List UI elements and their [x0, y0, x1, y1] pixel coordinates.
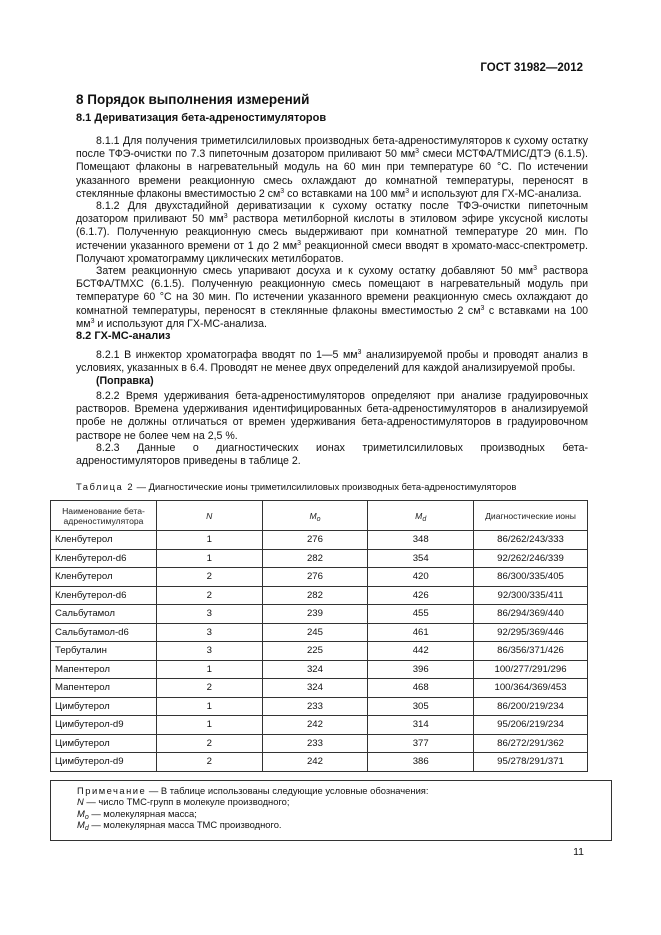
header-md: $M_d$	[368, 501, 474, 531]
header-ions: Диагностические ионы	[474, 501, 588, 531]
cell-n: 1	[156, 716, 262, 735]
table-row	[51, 623, 588, 642]
table-note	[50, 780, 612, 841]
table-row	[51, 586, 588, 605]
cell-name: Цимбутерол-d9	[51, 753, 157, 772]
note-n: N — число ТМС-групп в молекуле производного;	[77, 796, 290, 808]
note-md: $M_d$ — молекулярная масса ТМС производного.	[77, 818, 282, 832]
cell-mo: 225	[262, 642, 368, 661]
cell-name: Сальбутамол-d6	[51, 623, 157, 642]
table-row	[51, 605, 588, 624]
cell-mo: 233	[262, 734, 368, 753]
table-row	[51, 697, 588, 716]
paragraph-8-1-2: 8.1.2 Для двухстадийной дериватизации к сухому остатку после ТФЭ-очистки пипеточным дозатором приливают 50 $мм^3$ раствора метилборной кислоты в этиловом эфире уксусной кислоты (6.1.7). Полученную реакционную смесь выдерживают при комнатной температуре 20 мин. По истечении указанного времени от 1 до 2 $мм^3$ реакционной смеси вводят в хромато-масс-спектрометр. Получают хроматограмму циклических метилборатов.	[76, 200, 589, 265]
cell-mo: 242	[262, 716, 368, 735]
cell-n: 2	[156, 679, 262, 698]
table-header-row	[51, 501, 588, 531]
cell-name: Цимбутерол	[51, 697, 157, 716]
cell-md: 455	[368, 605, 474, 624]
cell-ions: 92/295/369/446	[474, 623, 588, 642]
cell-md: 396	[368, 660, 474, 679]
cell-ions: 95/278/291/371	[474, 753, 588, 772]
table-row	[51, 642, 588, 661]
table-row	[51, 753, 588, 772]
table-caption: Таблица 2 — Диагностические ионы триметилсилиловых производных бета-адреностимуляторов	[76, 481, 517, 492]
cell-mo: 282	[262, 586, 368, 605]
page-number: 11	[573, 846, 584, 858]
cell-ions: 86/272/291/362	[474, 734, 588, 753]
cell-n: 1	[156, 549, 262, 568]
cell-ions: 95/206/219/234	[474, 716, 588, 735]
cell-n: 2	[156, 753, 262, 772]
diagnostic-ions-table	[50, 500, 588, 772]
cell-n: 3	[156, 642, 262, 661]
cell-md: 461	[368, 623, 474, 642]
cell-md: 314	[368, 716, 474, 735]
cell-md: 377	[368, 734, 474, 753]
header-n: N	[156, 501, 262, 531]
cell-mo: 245	[262, 623, 368, 642]
cell-ions: 92/262/246/339	[474, 549, 588, 568]
cell-n: 2	[156, 734, 262, 753]
cell-n: 1	[156, 660, 262, 679]
cell-n: 2	[156, 586, 262, 605]
cell-mo: 242	[262, 753, 368, 772]
cell-name: Кленбутерол	[51, 568, 157, 587]
cell-ions: 92/300/335/411	[474, 586, 588, 605]
note-mo: $M_o$ — молекулярная масса;	[77, 807, 197, 821]
cell-name: Цимбутерол-d9	[51, 716, 157, 735]
cell-md: 305	[368, 697, 474, 716]
cell-md: 386	[368, 753, 474, 772]
cell-mo: 233	[262, 697, 368, 716]
cell-name: Кленбутерол-d6	[51, 586, 157, 605]
cell-ions: 100/364/369/453	[474, 679, 588, 698]
amendment-note: (Поправка)	[96, 375, 154, 387]
cell-md: 354	[368, 549, 474, 568]
cell-n: 1	[156, 697, 262, 716]
cell-md: 442	[368, 642, 474, 661]
cell-md: 420	[368, 568, 474, 587]
cell-md: 426	[368, 586, 474, 605]
table-row	[51, 716, 588, 735]
cell-name: Кленбутерол-d6	[51, 549, 157, 568]
subsection-title-8-2: 8.2 ГХ-МС-анализ	[76, 330, 171, 342]
table-row	[51, 734, 588, 753]
cell-n: 3	[156, 623, 262, 642]
cell-name: Цимбутерол	[51, 734, 157, 753]
paragraph-8-1-1: 8.1.1 Для получения триметилсилиловых производных бета-адреностимуляторов к сухому остатку после ТФЭ-очистки по 7.3 пипеточным дозатором приливают 50 $мм^3$ смеси МСТФА/ТМИС/ДТЭ (6.1.5). Помещают флаконы в нагревательный модуль на 60 мин при температуре 60 °С. По истечении указанного времени реакционную смесь охлаждают до комнатной температуры, переносят в стеклянные флаконы вместимостью 2 $см^3$ со вставками на 100 $мм^3$ и используют для ГХ-МС-анализа.	[76, 135, 588, 200]
paragraph-8-2-1: 8.2.1 В инжектор хроматографа вводят по 1—5 $мм^3$ анализируемой пробы и проводят анализ в условиях, указанных в 6.4. Проводят не менее двух определений для каждой анализируемой пробы.	[76, 349, 588, 375]
cell-name: Кленбутерол	[51, 531, 157, 550]
table-body	[51, 531, 588, 772]
subsection-title-8-1: 8.1 Дериватизация бета-адреностимуляторов	[76, 112, 327, 124]
header-name: Наименование бета-адреностимулятора	[51, 501, 157, 531]
cell-n: 3	[156, 605, 262, 624]
table-row	[51, 549, 588, 568]
paragraph-8-2-3: 8.2.3 Данные о диагностических ионах триметилсилиловых производных бета-адреностимуляторов приведены в таблице 2.	[76, 442, 588, 468]
cell-name: Мапентерол	[51, 660, 157, 679]
cell-md: 348	[368, 531, 474, 550]
standard-number: ГОСТ 31982—2012	[480, 62, 583, 74]
paragraph-8-2-2: 8.2.2 Время удерживания бета-адреностимуляторов определяют при анализе градуировочных растворов. Времена удерживания идентифицированных бета-адреностимуляторов в анализируемой пробе не должны отличаться от времен удерживания бета-адреностимуляторов в градуировочном растворе не более чем на 2,5 %.	[76, 390, 588, 442]
cell-mo: 239	[262, 605, 368, 624]
table-row	[51, 679, 588, 698]
cell-ions: 86/300/335/405	[474, 568, 588, 587]
cell-mo: 276	[262, 568, 368, 587]
table-row	[51, 568, 588, 587]
cell-ions: 86/262/243/333	[474, 531, 588, 550]
cell-ions: 86/356/371/426	[474, 642, 588, 661]
table-row	[51, 660, 588, 679]
cell-name: Тербуталин	[51, 642, 157, 661]
paragraph-8-1-2-continued: Затем реакционную смесь упаривают досуха и к сухому остатку добавляют 50 $мм^3$ раствора БСТФА/ТМХС (6.1.5). Полученную реакционную смесь помещают в нагревательный модуль при температуре 60 °С на 30 мин. По истечении указанного времени реакционную смесь охлаждают до комнатной температуры, переносят в стеклянные флаконы вместимостью 2 $см^3$ с вставками на 100 $мм^3$ и используют для ГХ-МС-анализа.	[76, 265, 588, 330]
header-mo: $M_o$	[262, 501, 368, 531]
cell-n: 1	[156, 531, 262, 550]
cell-name: Мапентерол	[51, 679, 157, 698]
cell-mo: 282	[262, 549, 368, 568]
section-title: 8 Порядок выполнения измерений	[76, 92, 310, 107]
cell-mo: 276	[262, 531, 368, 550]
cell-ions: 100/277/291/296	[474, 660, 588, 679]
cell-mo: 324	[262, 660, 368, 679]
cell-md: 468	[368, 679, 474, 698]
cell-mo: 324	[262, 679, 368, 698]
cell-ions: 86/200/219/234	[474, 697, 588, 716]
table-row	[51, 531, 588, 550]
cell-ions: 86/294/369/440	[474, 605, 588, 624]
cell-name: Сальбутамол	[51, 605, 157, 624]
note-intro: Примечание — В таблице использованы следующие условные обозначения:	[77, 785, 429, 796]
cell-n: 2	[156, 568, 262, 587]
